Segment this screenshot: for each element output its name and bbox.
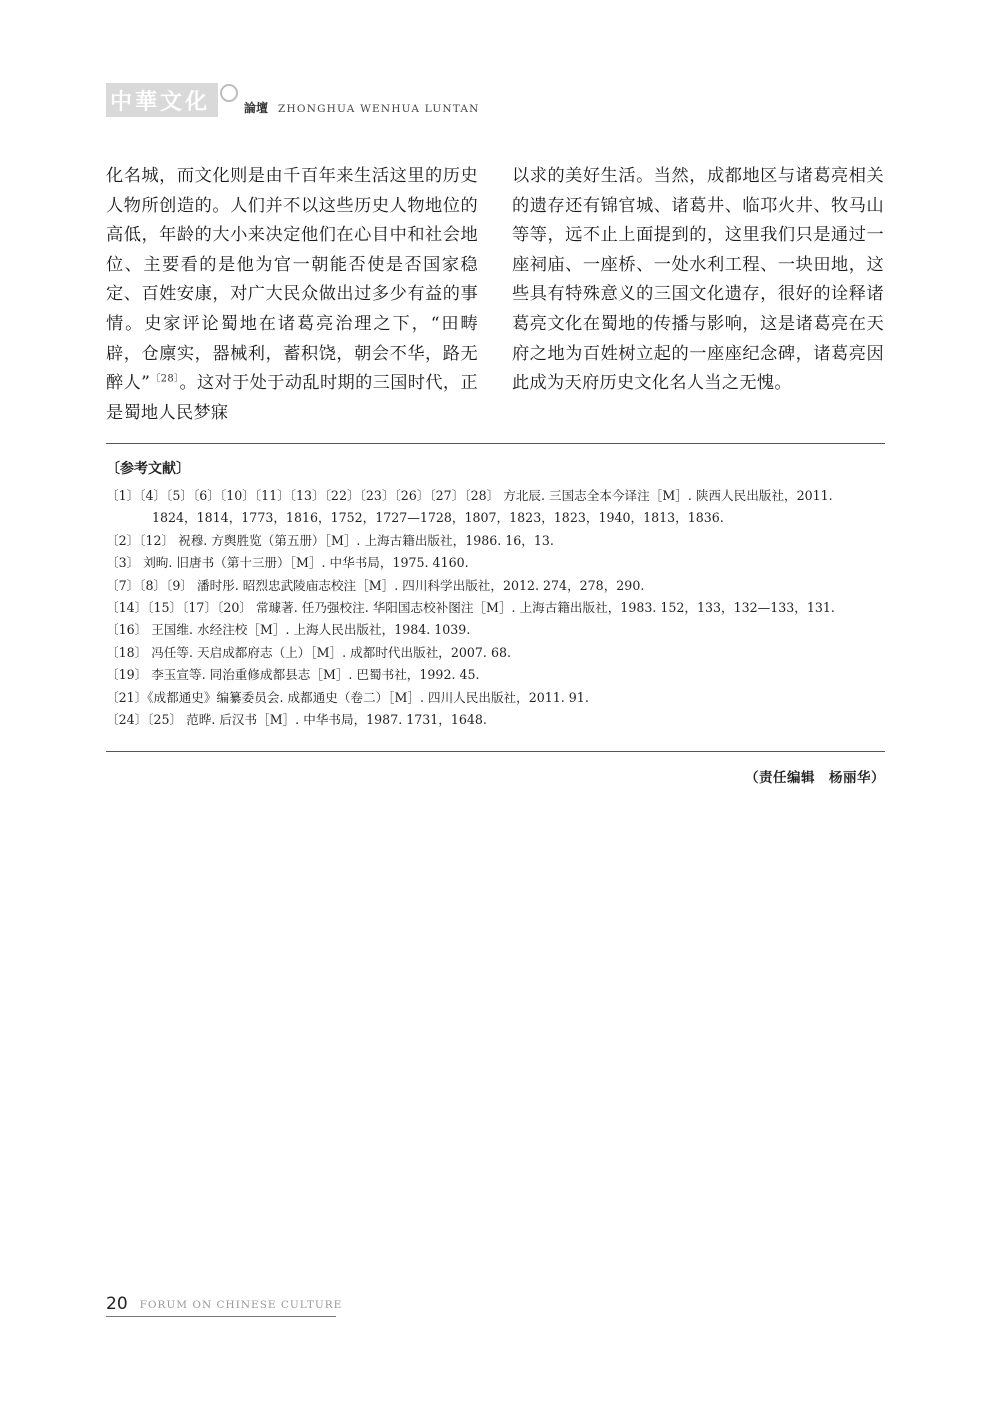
editor-credit: （责任编辑 杨丽华）	[745, 770, 885, 786]
reference-item: 〔16〕 王国维. 水经注校［M］. 上海人民出版社，1984. 1039.	[106, 622, 471, 638]
references-heading: 〔参考文献〕	[106, 461, 190, 477]
reference-item: 〔24〕〔25〕 范晔. 后汉书［M］. 中华书局，1987. 1731，1648.	[106, 712, 487, 728]
references-bottom-rule	[106, 751, 885, 752]
reference-item: 〔18〕 冯任等. 天启成都府志（上）［M］. 成都时代出版社，2007. 68.	[106, 644, 511, 660]
left-text-part2: 。这对于处于动乱时期的三国时代，正是蜀地人民梦寐	[106, 373, 478, 423]
header-english-title: ZHONGHUA WENHUA LUNTAN	[278, 103, 480, 115]
reference-item: 〔7〕〔8〕〔9〕 潘时彤. 昭烈忠武陵庙志校注［M］. 四川科学出版社，2012. 274，278，290.	[106, 577, 645, 593]
references-list	[106, 485, 885, 731]
reference-item: 〔14〕〔15〕〔17〕〔20〕 常璩著. 任乃强校注. 华阳国志校补图注［M］. 上海古籍出版社，1983. 152，133，132—133，131.	[106, 600, 835, 616]
citation-marker: 〔28〕	[150, 373, 180, 385]
footer-english-title: FORUM ON CHINESE CULTURE	[139, 1299, 343, 1311]
page-number: 20	[106, 1294, 128, 1314]
body-column-left	[106, 162, 478, 428]
reference-item: 〔21〕《成都通史》编纂委员会. 成都通史（卷二）［M］. 四川人民出版社，2011. 91.	[106, 689, 589, 705]
reference-item: 〔3〕 刘昫. 旧唐书（第十三册）［M］. 中华书局，1975. 4160.	[106, 555, 469, 571]
reference-item: 〔19〕 李玉宣等. 同治重修成都县志［M］. 巴蜀书社，1992. 45.	[106, 667, 480, 683]
footer-rule	[106, 1316, 336, 1317]
reference-item: 〔1〕〔4〕〔5〕〔6〕〔10〕〔11〕〔13〕〔22〕〔23〕〔26〕〔27〕〔28〕 方北辰. 三国志全本今译注［M］. 陕西人民出版社，2011.	[106, 488, 833, 503]
reference-item: 〔2〕〔12〕 祝穆. 方舆胜览（第五册）［M］. 上海古籍出版社，1986. 16，13.	[106, 532, 554, 548]
emblem-icon	[220, 84, 238, 102]
logo-text: 中華文化	[110, 88, 211, 115]
journal-header	[106, 82, 480, 118]
page-footer	[106, 1294, 342, 1314]
journal-logo	[106, 83, 218, 117]
reference-item-continuation: 1824，1814，1773，1816，1752，1727—1728，1807，1823，1823，1940，1813，1836.	[152, 510, 724, 526]
references-top-rule	[106, 443, 885, 444]
left-text-part1: 化名城，而文化则是由千百年来生活这里的历史人物所创造的。人们并不以这些历史人物地位的高低，年龄的大小来决定他们在心目中和社会地位、主要看的是他为官一朝能否使是否国家稳定、百姓安康，对广大民众做出过多少有益的事情。史家评论蜀地在诸葛亮治理之下，“田畴辟，仓廪实，器械利，蓄积饶，朝会不华，路无醉人”	[106, 166, 478, 394]
logo-sub-text: 論壇	[244, 101, 269, 115]
body-column-right: 以求的美好生活。当然，成都地区与诸葛亮相关的遗存还有锦官城、诸葛井、临邛火井、牧马山等等，远不止上面提到的，这里我们只是通过一座祠庙、一座桥、一处水利工程、一块田地，这些具有特殊意义的三国文化遗存，很好的诠释诸葛亮文化在蜀地的传播与影响，这是诸葛亮在天府之地为百姓树立起的一座座纪念碑，诸葛亮因此成为天府历史文化名人当之无愧。	[512, 166, 884, 394]
